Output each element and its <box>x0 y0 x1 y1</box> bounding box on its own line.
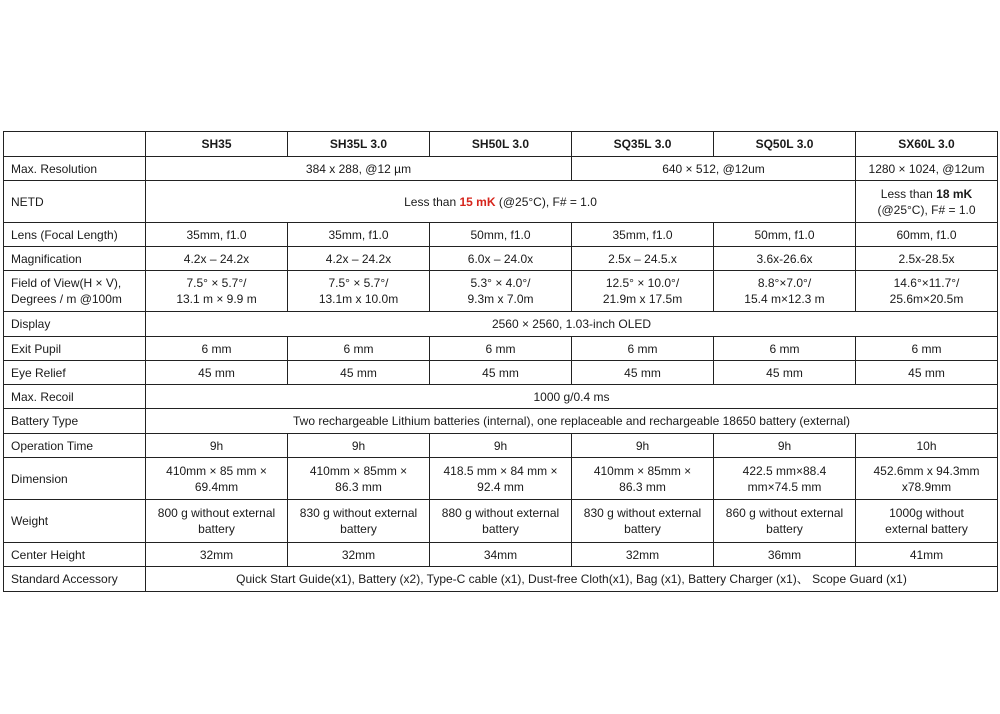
cell-value: 32mm <box>288 543 430 567</box>
cell-value <box>572 500 714 543</box>
cell-value: 45 mm <box>572 361 714 385</box>
dimension-line1: 418.5 mm × 84 mm × <box>443 463 558 478</box>
fov-degrees: 8.8°×7.0°/ <box>757 276 812 290</box>
cell-value: 6 mm <box>714 337 856 361</box>
row-label: Max. Recoil <box>4 385 146 409</box>
cell-value <box>430 500 572 543</box>
dimension-line2: 69.4mm <box>194 479 239 494</box>
header-sq35l: SQ35L 3.0 <box>572 132 714 157</box>
cell-display: 2560 × 2560, 1.03-inch OLED <box>146 312 998 337</box>
cell-value: 3.6x-26.6x <box>714 247 856 271</box>
row-netd <box>4 181 998 223</box>
cell-value <box>430 458 572 500</box>
cell-value: 34mm <box>430 543 572 567</box>
cell-resolution-sq: 640 × 512, @12um <box>572 157 856 181</box>
cell-value <box>288 271 430 312</box>
fov-label-line2: Degrees / m @100m <box>11 292 122 306</box>
row-label: Operation Time <box>4 434 146 458</box>
dimension-line1: 422.5 mm×88.4 <box>742 463 827 478</box>
cell-value: 50mm, f1.0 <box>430 223 572 247</box>
row-label: Dimension <box>4 458 146 500</box>
cell-value: 35mm, f1.0 <box>146 223 288 247</box>
netd-sx60-prefix: Less than <box>880 186 937 201</box>
weight-line1: 1000g without <box>889 506 964 520</box>
fov-degrees: 12.5° × 10.0°/ <box>605 276 680 290</box>
cell-value <box>146 458 288 500</box>
cell-value: 2.5x-28.5x <box>856 247 998 271</box>
netd-suffix: (@25°C), F# = 1.0 <box>495 194 597 209</box>
row-label: Display <box>4 312 146 337</box>
dimension-line1: 452.6mm x 94.3mm <box>873 463 980 478</box>
cell-value: 60mm, f1.0 <box>856 223 998 247</box>
weight-line1: 830 g without external <box>299 506 418 520</box>
fov-meters: 15.4 m×12.3 m <box>744 292 825 306</box>
row-label: Exit Pupil <box>4 337 146 361</box>
row-operation-time <box>4 434 998 458</box>
row-battery-type <box>4 409 998 434</box>
cell-value: 4.2x – 24.2x <box>146 247 288 271</box>
cell-value: 45 mm <box>856 361 998 385</box>
cell-value: 6.0x – 24.0x <box>430 247 572 271</box>
cell-value: 36mm <box>714 543 856 567</box>
row-label: Magnification <box>4 247 146 271</box>
cell-value: 35mm, f1.0 <box>288 223 430 247</box>
row-label <box>4 271 146 312</box>
fov-degrees: 14.6°×11.7°/ <box>893 276 960 290</box>
cell-battery-type: Two rechargeable Lithium batteries (internal), one replaceable and rechargeable 18650 battery (external) <box>146 409 998 434</box>
cell-value: 6 mm <box>146 337 288 361</box>
fov-label-line1: Field of View(H × V), <box>11 276 122 290</box>
weight-line2: battery <box>198 522 235 536</box>
weight-line2: battery <box>482 522 519 536</box>
weight-line2: battery <box>624 522 661 536</box>
cell-value <box>572 271 714 312</box>
cell-value: 45 mm <box>430 361 572 385</box>
fov-meters: 21.9m x 17.5m <box>602 292 683 306</box>
row-max-resolution <box>4 157 998 181</box>
fov-meters: 9.3m x 7.0m <box>467 292 534 306</box>
row-dimension <box>4 458 998 500</box>
row-lens <box>4 223 998 247</box>
cell-value <box>430 271 572 312</box>
weight-line1: 800 g without external <box>157 506 276 520</box>
cell-netd-main <box>146 181 856 223</box>
header-sh35l: SH35L 3.0 <box>288 132 430 157</box>
weight-line2: external battery <box>885 522 968 536</box>
fov-meters: 25.6m×20.5m <box>889 292 964 306</box>
cell-value <box>146 271 288 312</box>
cell-value: 10h <box>856 434 998 458</box>
cell-value: 32mm <box>146 543 288 567</box>
dimension-line2: mm×74.5 mm <box>747 479 822 494</box>
header-sx60l: SX60L 3.0 <box>856 132 998 157</box>
row-magnification <box>4 247 998 271</box>
row-standard-accessory <box>4 567 998 592</box>
weight-line2: battery <box>340 522 377 536</box>
netd-value-highlight: 15 mK <box>459 194 496 209</box>
dimension-line2: x78.9mm <box>901 479 952 494</box>
cell-value: 9h <box>430 434 572 458</box>
cell-value <box>288 500 430 543</box>
cell-value: 4.2x – 24.2x <box>288 247 430 271</box>
cell-value: 9h <box>146 434 288 458</box>
cell-value: 6 mm <box>288 337 430 361</box>
cell-netd-sx60 <box>856 181 998 223</box>
row-label: Center Height <box>4 543 146 567</box>
cell-value <box>572 458 714 500</box>
row-max-recoil <box>4 385 998 409</box>
cell-max-recoil: 1000 g/0.4 ms <box>146 385 998 409</box>
fov-degrees: 7.5° × 5.7°/ <box>328 276 389 290</box>
cell-value: 9h <box>572 434 714 458</box>
row-exit-pupil <box>4 337 998 361</box>
dimension-line2: 92.4 mm <box>477 479 524 494</box>
row-label: Standard Accessory <box>4 567 146 592</box>
spec-table <box>3 131 998 592</box>
dimension-line1: 410mm × 85 mm × <box>166 463 267 478</box>
cell-value: 6 mm <box>856 337 998 361</box>
row-center-height <box>4 543 998 567</box>
netd-prefix: Less than <box>404 194 460 209</box>
cell-value: 41mm <box>856 543 998 567</box>
row-label: Eye Relief <box>4 361 146 385</box>
row-field-of-view <box>4 271 998 312</box>
cell-value: 45 mm <box>146 361 288 385</box>
header-sh50l: SH50L 3.0 <box>430 132 572 157</box>
cell-value: 6 mm <box>430 337 572 361</box>
row-eye-relief <box>4 361 998 385</box>
cell-value: 32mm <box>572 543 714 567</box>
cell-value <box>714 458 856 500</box>
cell-value: 50mm, f1.0 <box>714 223 856 247</box>
weight-line1: 880 g without external <box>441 506 560 520</box>
fov-degrees: 7.5° × 5.7°/ <box>186 276 247 290</box>
cell-standard-accessory: Quick Start Guide(x1), Battery (x2), Type-C cable (x1), Dust-free Cloth(x1), Bag (x1), Battery Charger (x1)、 Scope Guard (x1) <box>146 567 998 592</box>
cell-value <box>714 500 856 543</box>
fov-meters: 13.1 m × 9.9 m <box>176 292 257 306</box>
header-sh35: SH35 <box>146 132 288 157</box>
cell-value <box>856 271 998 312</box>
cell-resolution-sh: 384 x 288, @12 µm <box>146 157 572 181</box>
row-display <box>4 312 998 337</box>
fov-meters: 13.1m x 10.0m <box>318 292 399 306</box>
cell-value: 9h <box>288 434 430 458</box>
netd-sx60-value: 18 mK <box>936 186 973 201</box>
cell-resolution-sx60: 1280 × 1024, @12um <box>856 157 998 181</box>
cell-value: 2.5x – 24.5.x <box>572 247 714 271</box>
cell-value <box>288 458 430 500</box>
cell-value: 45 mm <box>288 361 430 385</box>
header-corner <box>4 132 146 157</box>
weight-line1: 860 g without external <box>725 506 844 520</box>
header-row <box>4 132 998 157</box>
row-label: Battery Type <box>4 409 146 434</box>
fov-degrees: 5.3° × 4.0°/ <box>470 276 531 290</box>
cell-value: 45 mm <box>714 361 856 385</box>
header-sq50l: SQ50L 3.0 <box>714 132 856 157</box>
dimension-line1: 410mm × 85mm × <box>309 463 408 478</box>
cell-value: 9h <box>714 434 856 458</box>
cell-value <box>146 500 288 543</box>
cell-value <box>714 271 856 312</box>
row-weight <box>4 500 998 543</box>
dimension-line2: 86.3 mm <box>619 479 666 494</box>
cell-value <box>856 458 998 500</box>
row-label: NETD <box>4 181 146 223</box>
weight-line1: 830 g without external <box>583 506 702 520</box>
row-label: Lens (Focal Length) <box>4 223 146 247</box>
dimension-line1: 410mm × 85mm × <box>593 463 692 478</box>
weight-line2: battery <box>766 522 803 536</box>
dimension-line2: 86.3 mm <box>335 479 382 494</box>
row-label: Max. Resolution <box>4 157 146 181</box>
cell-value <box>856 500 998 543</box>
row-label: Weight <box>4 500 146 543</box>
netd-sx60-suffix: (@25°C), F# = 1.0 <box>877 202 976 217</box>
cell-value: 6 mm <box>572 337 714 361</box>
cell-value: 35mm, f1.0 <box>572 223 714 247</box>
